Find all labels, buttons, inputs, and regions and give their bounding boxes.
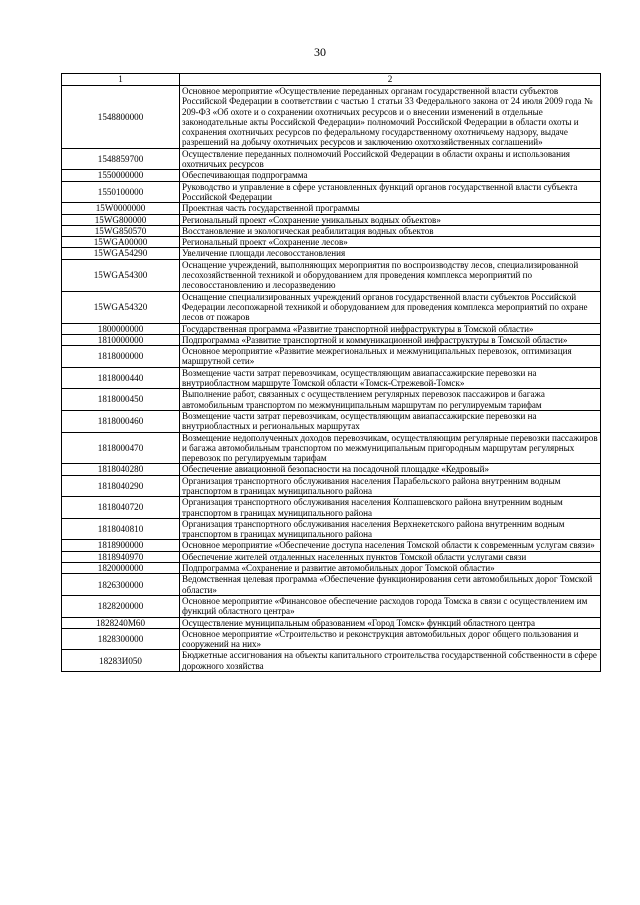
row-description: Руководство и управление в сфере установленных функций органов государственной власти субъекта Российской Федерации (180, 181, 601, 203)
row-description: Обеспечение жителей отдаленных населенных пунктов Томской области услугами связи (180, 551, 601, 562)
table-row (62, 628, 601, 650)
row-code: 18283И050 (62, 650, 180, 672)
row-code: 1818040720 (62, 497, 180, 519)
row-code: 1550100000 (62, 181, 180, 203)
table-row (62, 540, 601, 551)
row-code: 15W0000000 (62, 203, 180, 214)
table-row (62, 225, 601, 236)
table-row (62, 214, 601, 225)
row-code: 1818000470 (62, 432, 180, 464)
table-row (62, 203, 601, 214)
row-code: 15WG800000 (62, 214, 180, 225)
row-code: 1548859700 (62, 148, 180, 170)
table-row (62, 148, 601, 170)
table-row (62, 237, 601, 248)
row-code: 1818000460 (62, 410, 180, 432)
table-row (62, 475, 601, 497)
row-description: Основное мероприятие «Финансовое обеспечение расходов города Томска в связи с осуществлением им функций областного центра» (180, 595, 601, 617)
table-row (62, 181, 601, 203)
row-description: Организация транспортного обслуживания населения Колпашевского района внутренним водным транспортом в границах муниципального района (180, 497, 601, 519)
row-code: 1818040810 (62, 518, 180, 540)
table-row (62, 259, 601, 291)
budget-classification-table (61, 73, 601, 672)
row-description: Возмещение части затрат перевозчикам, осуществляющим авиапассажирские перевозки на внутриобластных и региональных маршрутах (180, 410, 601, 432)
row-code: 15WGA00000 (62, 237, 180, 248)
row-description: Возмещение недополученных доходов перевозчикам, осуществляющим регулярные перевозки пассажиров и багажа автомобильным транспортом по межмуниципальным пригородным маршрутам регулярных перевозок по регулируемым тарифам (180, 432, 601, 464)
row-code: 15WGA54290 (62, 248, 180, 259)
row-description: Оснащение специализированных учреждений органов государственной власти субъектов Российской Федерации лесопожарной техникой и оборудованием для проведения комплекса мероприятий по охране лесов от пожаров (180, 291, 601, 323)
table-row (62, 334, 601, 345)
row-description: Восстановление и экологическая реабилитация водных объектов (180, 225, 601, 236)
row-description: Осуществление муниципальным образованием «Город Томск» функций областного центра (180, 617, 601, 628)
row-description: Выполнение работ, связанных с осуществлением регулярных перевозок пассажиров и багажа автомобильным транспортом по межмуниципальным маршрутам по регулируемым тарифам (180, 389, 601, 411)
row-description: Государственная программа «Развитие транспортной инфраструктуры в Томской области» (180, 323, 601, 334)
row-description: Основное мероприятие «Развитие межрегиональных и межмуниципальных перевозок, оптимизация маршрутной сети» (180, 346, 601, 368)
row-description: Основное мероприятие «Обеспечение доступа населения Томской области к современным услугам связи» (180, 540, 601, 551)
table-row (62, 518, 601, 540)
row-description: Основное мероприятие «Осуществление переданных органам государственной власти субъектов Российской Федерации в соответствии с частью 1 статьи 33 Федерального закона от 24 июля 2009 года № 209-ФЗ «Об охоте и о сохранении охотничьих ресурсов и о внесении изменений в отдельные законодательные акты Российской Федерации» полномочий Российской Федерации в области охоты и сохранения охотничьих ресурсов по федеральному государственному охотничьему надзору, выдаче разрешений на добычу охотничьих ресурсов и заключению охотхозяйственных соглашений» (180, 86, 601, 149)
row-description: Возмещение части затрат перевозчикам, осуществляющим авиапассажирские перевозки на внутриобластном маршруте Томской области «Томск-Стрежевой-Томск» (180, 367, 601, 389)
row-description: Подпрограмма «Развитие транспортной и коммуникационной инфраструктуры в Томской области» (180, 334, 601, 345)
row-code: 1800000000 (62, 323, 180, 334)
table-row (62, 410, 601, 432)
row-code: 15WG850570 (62, 225, 180, 236)
table-row (62, 551, 601, 562)
row-description: Увеличение площади лесовосстановления (180, 248, 601, 259)
row-description: Подпрограмма «Сохранение и развитие автомобильных дорог Томской области» (180, 563, 601, 574)
row-code: 1548800000 (62, 86, 180, 149)
table-row (62, 595, 601, 617)
table-row (62, 291, 601, 323)
row-code: 1818000450 (62, 389, 180, 411)
row-code: 1818000000 (62, 346, 180, 368)
table-row (62, 464, 601, 475)
row-code: 1826300000 (62, 574, 180, 596)
row-description: Основное мероприятие «Строительство и реконструкция автомобильных дорог общего пользования и сооружений на них» (180, 628, 601, 650)
row-code: 1818040290 (62, 475, 180, 497)
table-row (62, 650, 601, 672)
table-row (62, 497, 601, 519)
column-header-2: 2 (180, 74, 601, 86)
row-description: Проектная часть государственной программы (180, 203, 601, 214)
table-row (62, 248, 601, 259)
table-row (62, 86, 601, 149)
row-code: 1818940970 (62, 551, 180, 562)
row-description: Оснащение учреждений, выполняющих мероприятия по воспроизводству лесов, специализированной лесохозяйственной техникой и оборудованием для проведения комплекса мероприятий по лесовосстановлению и лесоразведению (180, 259, 601, 291)
table-row (62, 563, 601, 574)
table-row (62, 323, 601, 334)
table-row (62, 170, 601, 181)
row-description: Ведомственная целевая программа «Обеспечение функционирования сети автомобильных дорог Томской области» (180, 574, 601, 596)
table-row (62, 346, 601, 368)
row-description: Обеспечение авиационной безопасности на посадочной площадке «Кедровый» (180, 464, 601, 475)
row-description: Бюджетные ассигнования на объекты капитального строительства государственной собственности в сфере дорожного хозяйства (180, 650, 601, 672)
row-description: Региональный проект «Сохранение уникальных водных объектов» (180, 214, 601, 225)
row-code: 15WGA54300 (62, 259, 180, 291)
row-code: 1828300000 (62, 628, 180, 650)
row-code: 1828200000 (62, 595, 180, 617)
row-description: Осуществление переданных полномочий Российской Федерации в области охраны и использования охотничьих ресурсов (180, 148, 601, 170)
table-row (62, 617, 601, 628)
table-row (62, 574, 601, 596)
page-number: 30 (314, 45, 326, 59)
row-code: 1818000440 (62, 367, 180, 389)
row-code: 15WGA54320 (62, 291, 180, 323)
row-code: 1818900000 (62, 540, 180, 551)
row-code: 1818040280 (62, 464, 180, 475)
row-code: 1810000000 (62, 334, 180, 345)
row-description: Организация транспортного обслуживания населения Верхнекетского района внутренним водным транспортом в границах муниципального района (180, 518, 601, 540)
table-row (62, 367, 601, 389)
row-description: Региональный проект «Сохранение лесов» (180, 237, 601, 248)
row-code: 1550000000 (62, 170, 180, 181)
column-header-1: 1 (62, 74, 180, 86)
row-description: Обеспечивающая подпрограмма (180, 170, 601, 181)
row-code: 1828240М60 (62, 617, 180, 628)
table-header-row (62, 74, 601, 86)
table-row (62, 432, 601, 464)
row-description: Организация транспортного обслуживания населения Парабельского района внутренним водным транспортом в границах муниципального района (180, 475, 601, 497)
table-row (62, 389, 601, 411)
row-code: 1820000000 (62, 563, 180, 574)
